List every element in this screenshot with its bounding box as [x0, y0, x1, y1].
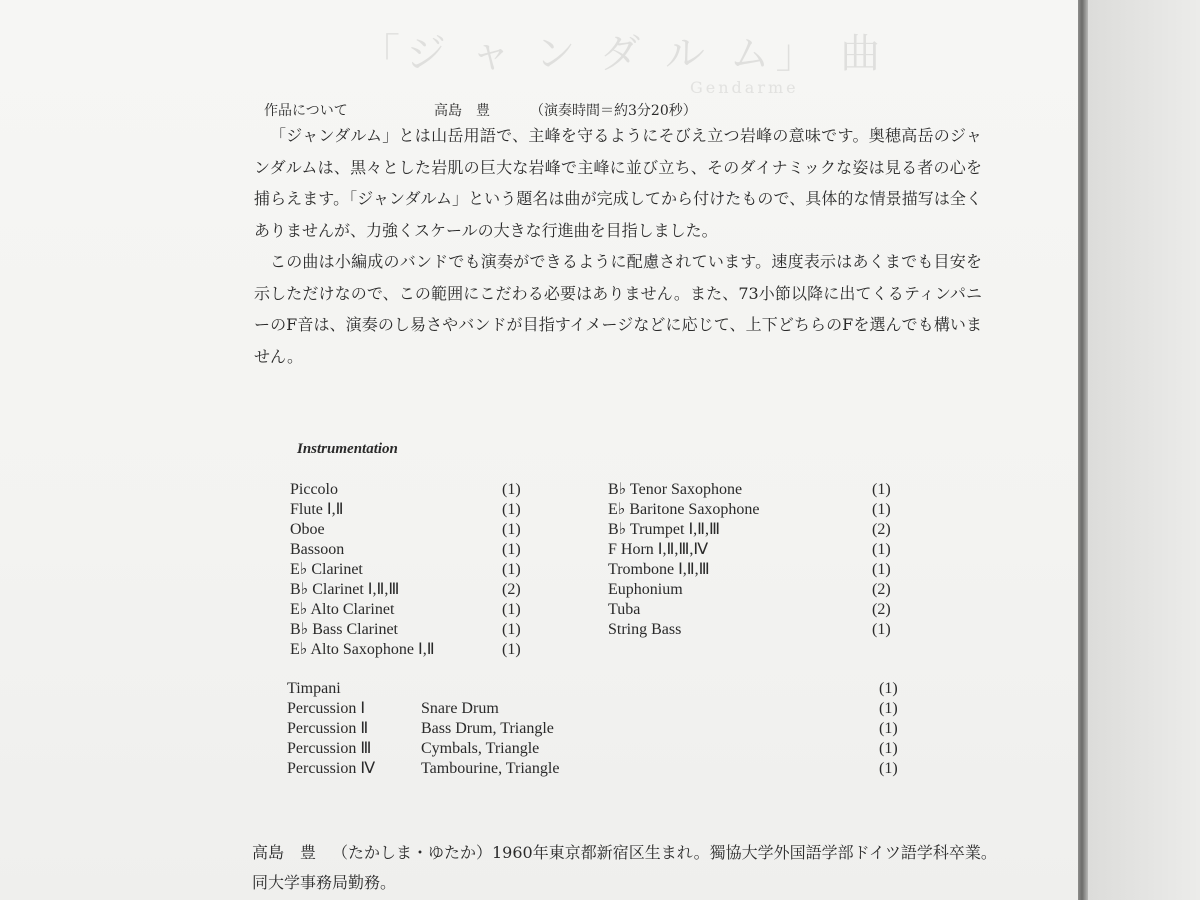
instrument-row: [290, 580, 530, 600]
instrument-count: (1): [502, 501, 521, 518]
instrument-row: [608, 500, 898, 520]
percussion-instruments: Snare Drum: [421, 700, 499, 717]
instrument-count: (2): [872, 601, 891, 618]
instrument-name: B♭ Trumpet Ⅰ,Ⅱ,Ⅲ: [608, 521, 721, 538]
instrument-name: E♭ Baritone Saxophone: [608, 501, 760, 518]
instrument-row: [290, 540, 530, 560]
bio-text: （たかしま・ゆたか）1960年東京都新宿区生まれ。獨協大学外国語学部ドイツ語学科卒業。同大学事務局勤務。: [252, 843, 997, 892]
instrument-row: [608, 520, 898, 540]
percussion-part: Percussion Ⅱ: [287, 720, 369, 737]
instrument-count: (1): [502, 621, 521, 638]
instrument-row: [290, 480, 530, 500]
instrument-count: (1): [872, 481, 891, 498]
percussion-count: (1): [879, 680, 898, 697]
instrument-count: (1): [502, 481, 521, 498]
percussion-row: [287, 719, 907, 739]
instrumentation-title: Instrumentation: [297, 441, 398, 457]
about-heading: 作品について: [264, 103, 348, 119]
binding-edge: [1078, 0, 1088, 900]
show-through-text: 「ジ ャ ン ダ ル ム」 曲: [360, 31, 887, 77]
performance-duration: （演奏時間＝約3分20秒）: [530, 103, 697, 119]
instrument-name: Piccolo: [290, 481, 338, 498]
percussion-list: [287, 679, 907, 779]
percussion-count: (1): [879, 720, 898, 737]
instrument-count: (1): [872, 561, 891, 578]
instrument-name: Euphonium: [608, 581, 683, 598]
instrument-list-left: [290, 480, 530, 660]
instrument-row: [290, 620, 530, 640]
instrument-name: Oboe: [290, 521, 325, 538]
instrument-count: (1): [872, 541, 891, 558]
percussion-row: [287, 739, 907, 759]
percussion-part: Percussion Ⅳ: [287, 760, 376, 777]
instrument-count: (2): [872, 581, 891, 598]
percussion-instruments: Bass Drum, Triangle: [421, 720, 554, 737]
instrument-count: (2): [502, 581, 521, 598]
program-notes: [254, 120, 982, 372]
instrument-name: Flute Ⅰ,Ⅱ: [290, 501, 344, 518]
instrument-name: Bassoon: [290, 541, 345, 558]
percussion-row: [287, 759, 907, 779]
instrument-name: B♭ Tenor Saxophone: [608, 481, 743, 498]
percussion-instruments: Tambourine, Triangle: [421, 760, 560, 777]
instrument-name: Tuba: [608, 601, 641, 618]
instrument-row: [608, 540, 898, 560]
percussion-row: [287, 679, 907, 699]
back-cover: [1088, 0, 1200, 900]
instrument-row: [608, 580, 898, 600]
percussion-part: Percussion Ⅰ: [287, 700, 366, 717]
instrument-list-right: [608, 480, 898, 640]
bio-name: 高島 豊: [252, 843, 317, 862]
instrument-row: [608, 560, 898, 580]
instrument-row: [608, 480, 898, 500]
instrument-name: Trombone Ⅰ,Ⅱ,Ⅲ: [608, 561, 710, 578]
instrument-row: [290, 500, 530, 520]
show-through-text: Gendarme: [690, 78, 799, 97]
percussion-instruments: Cymbals, Triangle: [421, 740, 540, 757]
percussion-count: (1): [879, 760, 898, 777]
composer-bio: [252, 838, 1012, 898]
instrument-count: (1): [872, 621, 891, 638]
instrument-count: (1): [502, 541, 521, 558]
instrument-name: E♭ Alto Clarinet: [290, 601, 395, 618]
about-heading-line: [264, 100, 697, 120]
composer-name: 高島 豊: [434, 103, 490, 119]
instrument-count: (1): [502, 561, 521, 578]
instrument-row: [608, 620, 898, 640]
instrument-count: (2): [872, 521, 891, 538]
instrument-name: String Bass: [608, 621, 682, 638]
instrument-count: (1): [502, 641, 521, 658]
percussion-count: (1): [879, 740, 898, 757]
instrument-name: F Horn Ⅰ,Ⅱ,Ⅲ,Ⅳ: [608, 541, 709, 558]
percussion-count: (1): [879, 700, 898, 717]
instrument-count: (1): [502, 521, 521, 538]
instrument-name: E♭ Clarinet: [290, 561, 363, 578]
instrument-row: [608, 600, 898, 620]
instrument-row: [290, 640, 530, 660]
instrument-count: (1): [502, 601, 521, 618]
percussion-row: [287, 699, 907, 719]
notes-paragraph: 「ジャンダルム」とは山岳用語で、主峰を守るようにそびえ立つ岩峰の意味です。奥穂高岳のジャンダルムは、黒々とした岩肌の巨大な岩峰で主峰に並び立ち、そのダイナミックな姿は見る者の心を捕らえます。「ジャンダルム」という題名は曲が完成してから付けたもので、具体的な情景描写は全くありませんが、力強くスケールの大きな行進曲を目指しました。: [254, 126, 982, 240]
instrument-count: (1): [872, 501, 891, 518]
percussion-part: Percussion Ⅲ: [287, 740, 372, 757]
instrument-name: B♭ Clarinet Ⅰ,Ⅱ,Ⅲ: [290, 581, 400, 598]
notes-paragraph: この曲は小編成のバンドでも演奏ができるように配慮されています。速度表示はあくまでも目安を示しただけなので、この範囲にこだわる必要はありません。また、73小節以降に出てくるティンパニーのF音は、演奏のし易さやバンドが目指すイメージなどに応じて、上下どちらのFを選んでも構いません。: [254, 252, 982, 366]
instrument-name: B♭ Bass Clarinet: [290, 621, 398, 638]
percussion-part: Timpani: [287, 680, 341, 697]
instrument-name: E♭ Alto Saxophone Ⅰ,Ⅱ: [290, 641, 435, 658]
instrument-row: [290, 520, 530, 540]
instrument-row: [290, 560, 530, 580]
instrument-row: [290, 600, 530, 620]
